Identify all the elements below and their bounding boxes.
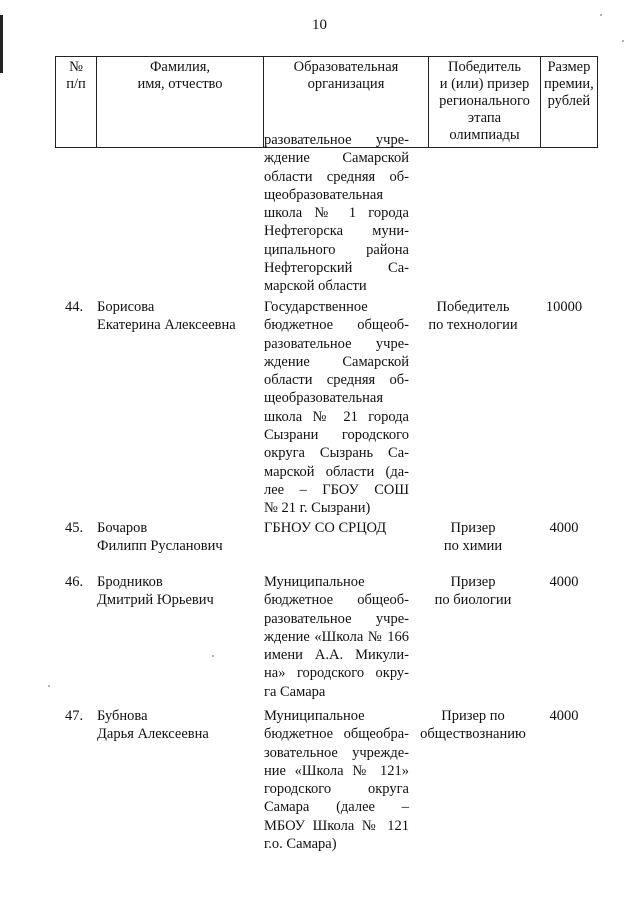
column-header-award: Победитель и (или) призер регионального этапа олимпиады [429,57,541,148]
column-header-number: № п/п [56,57,97,148]
organization: Государственное бюджетное общеоб- разовательное учре- ждение Самарской области средняя об- щеобразовательная школа № 21 города Сызрани городского округа Сызрань Са- марской области (да- лее – ГБОУ СОШ № 21 г. Сызрани) [264,299,409,517]
row-number: 46. [65,574,84,590]
scan-speck [622,40,624,42]
scan-speck [48,685,50,687]
organization: ГБНОУ СО СРЦОД [264,520,387,536]
person-name: Борисова Екатерина Алексеевна [97,299,236,334]
scan-speck [212,655,214,657]
column-header-name: Фамилия, имя, отчество [97,57,264,148]
column-header-organization: Образовательная организация [264,57,429,148]
row-number: 45. [65,520,84,536]
continued-organization-text: разовательное учре- ждение Самарской области средняя об- щеобразовательная школа № 1 города Нефтегорска муни- ципального района Нефтегорский Са- марской области [264,132,409,295]
row-number: 47. [65,708,84,724]
organization: Муниципальное бюджетное общеобра- зовательное учрежде- ние «Школа № 121» городского округа Самара (далее – МБОУ Школа № 121 г.о. Самара) [264,708,409,853]
person-name: Бродников Дмитрий Юрьевич [97,574,214,609]
award: Призер по биологии [434,574,512,609]
award: Призер по химии [443,520,503,555]
person-name: Бочаров Филипп Русланович [97,520,223,555]
prize-amount: 4000 [549,708,579,724]
organization: Муниципальное бюджетное общеоб- разовательное учре- ждение «Школа № 166 имени А.А. Микули- на» городского окру- га Самара [264,574,409,700]
prize-amount: 4000 [549,574,579,590]
prize-amount: 10000 [545,299,583,315]
person-name: Бубнова Дарья Алексеевна [97,708,209,743]
prize-amount: 4000 [549,520,579,536]
column-header-prize: Размер премии, рублей [541,57,598,148]
award: Призер по обществознанию [420,708,526,743]
row-number: 44. [65,299,84,315]
page-number: 10 [312,17,327,33]
award: Победитель по технологии [428,299,518,334]
scan-speck [600,14,602,16]
